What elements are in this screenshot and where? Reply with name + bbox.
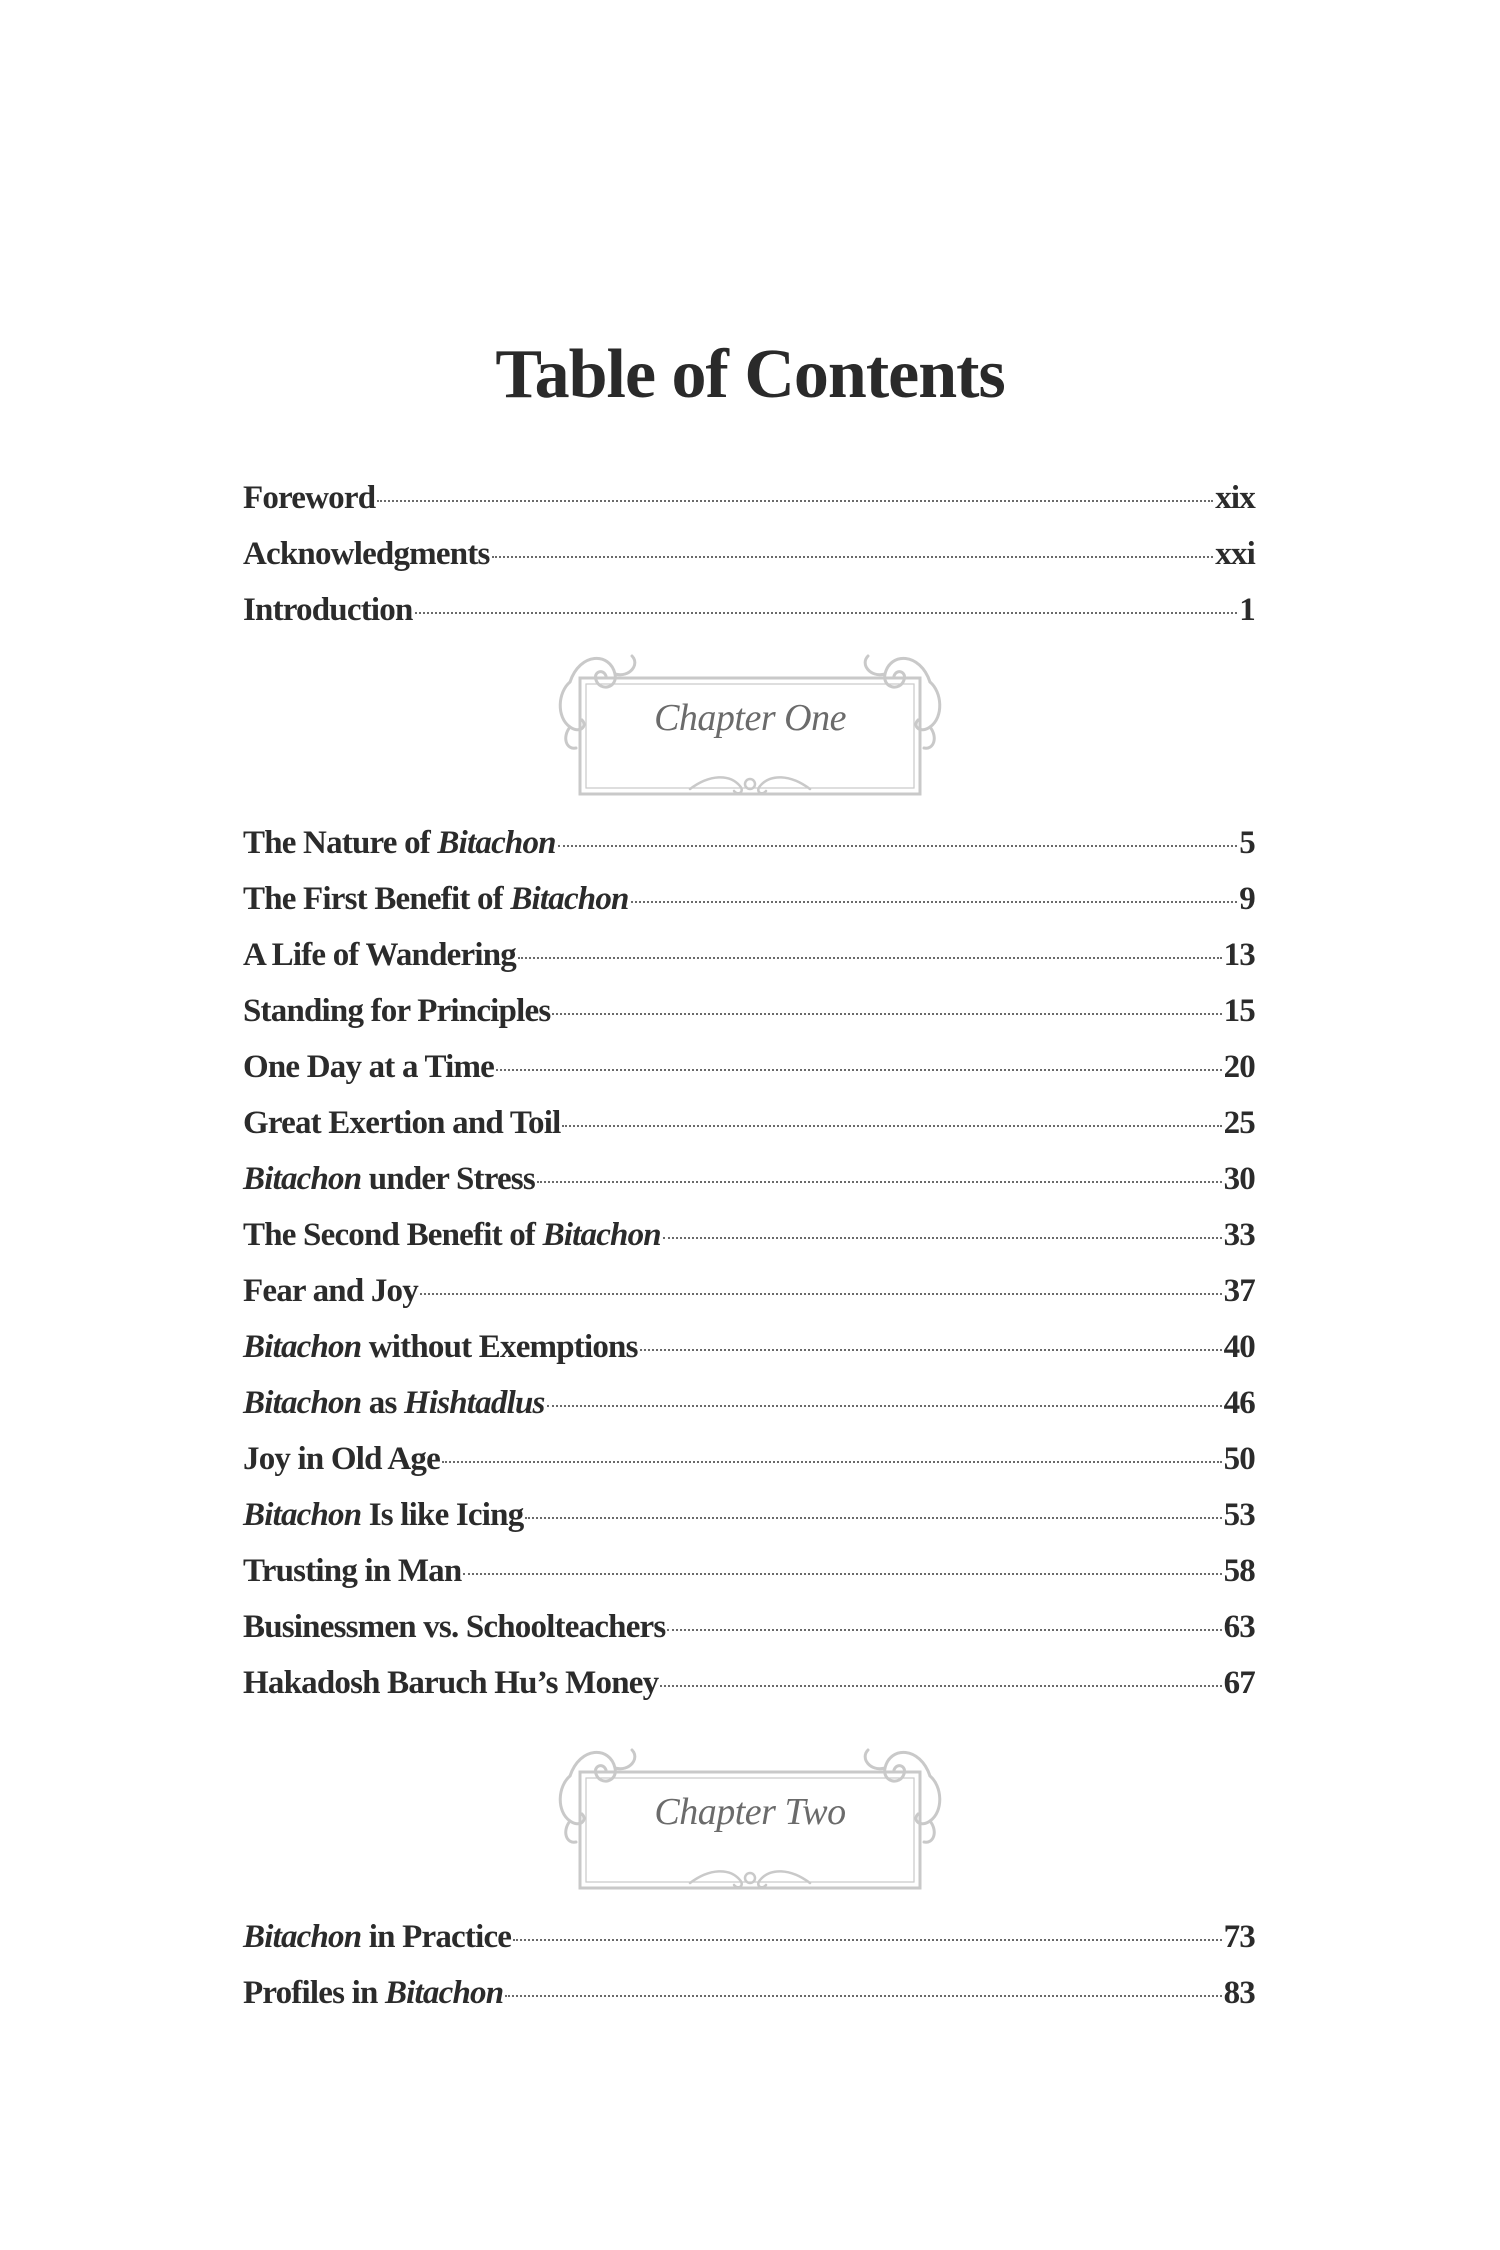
toc-entry-page-number: 67 [1223, 1665, 1255, 1701]
toc-entry-title-text: as [361, 1385, 404, 1421]
toc-entry[interactable] [243, 881, 1255, 937]
toc-entry-title-text: Joy in Old Age [243, 1441, 440, 1477]
toc-entry-title-italic: Bitachon [243, 1385, 362, 1421]
chapter-one-list [243, 825, 1255, 1721]
toc-entry-title-text: Standing for Principles [243, 993, 551, 1029]
toc-entry-title [243, 592, 413, 629]
toc-entry-title-text: Businessmen vs. Schoolteachers [243, 1609, 666, 1645]
dot-leader [667, 1629, 1221, 1631]
toc-entry-page-number: 58 [1223, 1553, 1255, 1589]
toc-entry-title-italic: Bitachon [243, 1161, 362, 1197]
toc-entry-title-text: The First Benefit of [243, 881, 511, 917]
toc-entry[interactable] [243, 1665, 1255, 1721]
dot-leader [415, 612, 1238, 614]
toc-entry-title-text: Great Exertion and Toil [243, 1105, 561, 1141]
toc-entry-title-italic: Bitachon [243, 1919, 362, 1955]
toc-entry-page-number: xix [1215, 480, 1255, 516]
toc-entry[interactable] [243, 1329, 1255, 1385]
toc-entry-page-number: 15 [1223, 993, 1255, 1029]
dot-leader [505, 1995, 1221, 1997]
toc-entry-title [243, 1385, 545, 1422]
dot-leader [518, 957, 1222, 959]
toc-entry[interactable] [243, 592, 1255, 648]
toc-entry[interactable] [243, 1161, 1255, 1217]
dot-leader [547, 1405, 1222, 1407]
dot-leader [513, 1939, 1221, 1941]
toc-entry-title-italic: Bitachon [510, 881, 629, 917]
dot-leader [631, 901, 1238, 903]
dot-leader [420, 1293, 1222, 1295]
toc-entry-title [243, 1497, 523, 1534]
toc-entry-title-italic: Bitachon [243, 1329, 362, 1365]
toc-entry-title [243, 1553, 461, 1590]
dot-leader [552, 1013, 1221, 1015]
toc-entry[interactable] [243, 1441, 1255, 1497]
toc-entry-title-text: Profiles in [243, 1975, 385, 2011]
chapter-one-heading: Chapter One [654, 697, 846, 739]
chapter-two-list [243, 1919, 1255, 2031]
toc-entry-title-text: Acknowledgments [243, 536, 490, 572]
toc-entry[interactable] [243, 536, 1255, 592]
toc-entry-page-number: 63 [1223, 1609, 1255, 1645]
toc-entry-title [243, 1609, 665, 1646]
toc-entry[interactable] [243, 1273, 1255, 1329]
toc-entry-title-italic: Bitachon [542, 1217, 661, 1253]
toc-entry-title [243, 1161, 535, 1198]
toc-entry[interactable] [243, 1217, 1255, 1273]
toc-entry[interactable] [243, 480, 1255, 536]
dot-leader [463, 1573, 1221, 1575]
dot-leader [442, 1461, 1222, 1463]
toc-entry-title-text: One Day at a Time [243, 1049, 495, 1085]
toc-entry-title-text: Hakadosh Baruch Hu’s Money [243, 1665, 659, 1701]
toc-entry[interactable] [243, 1049, 1255, 1105]
dot-leader [377, 500, 1213, 502]
toc-entry-title [243, 1665, 658, 1702]
toc-entry-page-number: 1 [1239, 592, 1255, 628]
toc-entry[interactable] [243, 1919, 1255, 1975]
dot-leader [640, 1349, 1222, 1351]
toc-entry-title [243, 480, 375, 517]
toc-entry-title-text: The Nature of [243, 825, 438, 861]
toc-entry-title-text: Trusting in Man [243, 1553, 462, 1589]
dot-leader [492, 556, 1214, 558]
toc-entry-title-text: A Life of Wandering [243, 937, 516, 973]
dot-leader [525, 1517, 1221, 1519]
toc-entry-title [243, 937, 516, 974]
toc-entry-title [243, 1975, 503, 2012]
toc-entry-title-italic: Hishtadlus [403, 1385, 545, 1421]
dot-leader [663, 1237, 1222, 1239]
dot-leader [496, 1069, 1222, 1071]
toc-entry-title [243, 1049, 494, 1086]
toc-entry-title [243, 1919, 511, 1956]
toc-entry-title [243, 993, 550, 1030]
chapter-two-ornament [540, 1748, 960, 1898]
dot-leader [562, 1125, 1221, 1127]
toc-entry[interactable] [243, 1105, 1255, 1161]
toc-entry-page-number: 5 [1239, 825, 1255, 861]
toc-entry[interactable] [243, 993, 1255, 1049]
toc-entry-page-number: 53 [1223, 1497, 1255, 1533]
toc-entry-title [243, 536, 490, 573]
toc-entry-page-number: xxi [1215, 536, 1255, 572]
toc-entry-title-text: under Stress [361, 1161, 535, 1197]
toc-entry-title [243, 1273, 418, 1310]
toc-entry[interactable] [243, 1975, 1255, 2031]
toc-entry-title [243, 825, 556, 862]
dot-leader [558, 845, 1238, 847]
toc-entry-page-number: 50 [1223, 1441, 1255, 1477]
toc-entry-title [243, 1105, 560, 1142]
toc-entry-title [243, 881, 629, 918]
toc-entry-title-italic: Bitachon [384, 1975, 504, 2011]
toc-entry-title-text: in Practice [361, 1919, 512, 1955]
toc-entry[interactable] [243, 1609, 1255, 1665]
page-title: Table of Contents [495, 335, 1005, 413]
toc-entry-title-text: Fear and Joy [243, 1273, 418, 1309]
toc-entry-page-number: 37 [1223, 1273, 1255, 1309]
toc-entry-page-number: 33 [1223, 1217, 1255, 1253]
toc-entry[interactable] [243, 937, 1255, 993]
dot-leader [537, 1181, 1222, 1183]
toc-entry-page-number: 46 [1223, 1385, 1255, 1421]
toc-entry-title [243, 1217, 661, 1254]
toc-entry-page-number: 25 [1223, 1105, 1255, 1141]
toc-entry[interactable] [243, 1497, 1255, 1553]
toc-entry[interactable] [243, 825, 1255, 881]
toc-entry-page-number: 13 [1223, 937, 1255, 973]
chapter-two-heading: Chapter Two [654, 1791, 846, 1833]
toc-entry-page-number: 83 [1223, 1975, 1255, 2011]
toc-entry-title-italic: Bitachon [243, 1497, 362, 1533]
toc-entry-title [243, 1329, 638, 1366]
toc-entry-page-number: 30 [1223, 1161, 1255, 1197]
front-matter-list [243, 480, 1255, 648]
toc-entry-title-text: Foreword [243, 480, 376, 516]
toc-entry-page-number: 20 [1223, 1049, 1255, 1085]
dot-leader [660, 1685, 1221, 1687]
toc-entry-page-number: 40 [1223, 1329, 1255, 1365]
chapter-one-ornament [540, 654, 960, 804]
toc-entry[interactable] [243, 1553, 1255, 1609]
toc-entry-title-text: Introduction [243, 592, 413, 628]
toc-entry-title-text: The Second Benefit of [243, 1217, 543, 1253]
toc-entry-title-italic: Bitachon [437, 825, 556, 861]
toc-entry-title [243, 1441, 440, 1478]
toc-entry[interactable] [243, 1385, 1255, 1441]
toc-entry-page-number: 73 [1223, 1919, 1255, 1955]
toc-entry-page-number: 9 [1239, 881, 1255, 917]
toc-entry-title-text: without Exemptions [361, 1329, 638, 1365]
toc-entry-title-text: Is like Icing [361, 1497, 524, 1533]
